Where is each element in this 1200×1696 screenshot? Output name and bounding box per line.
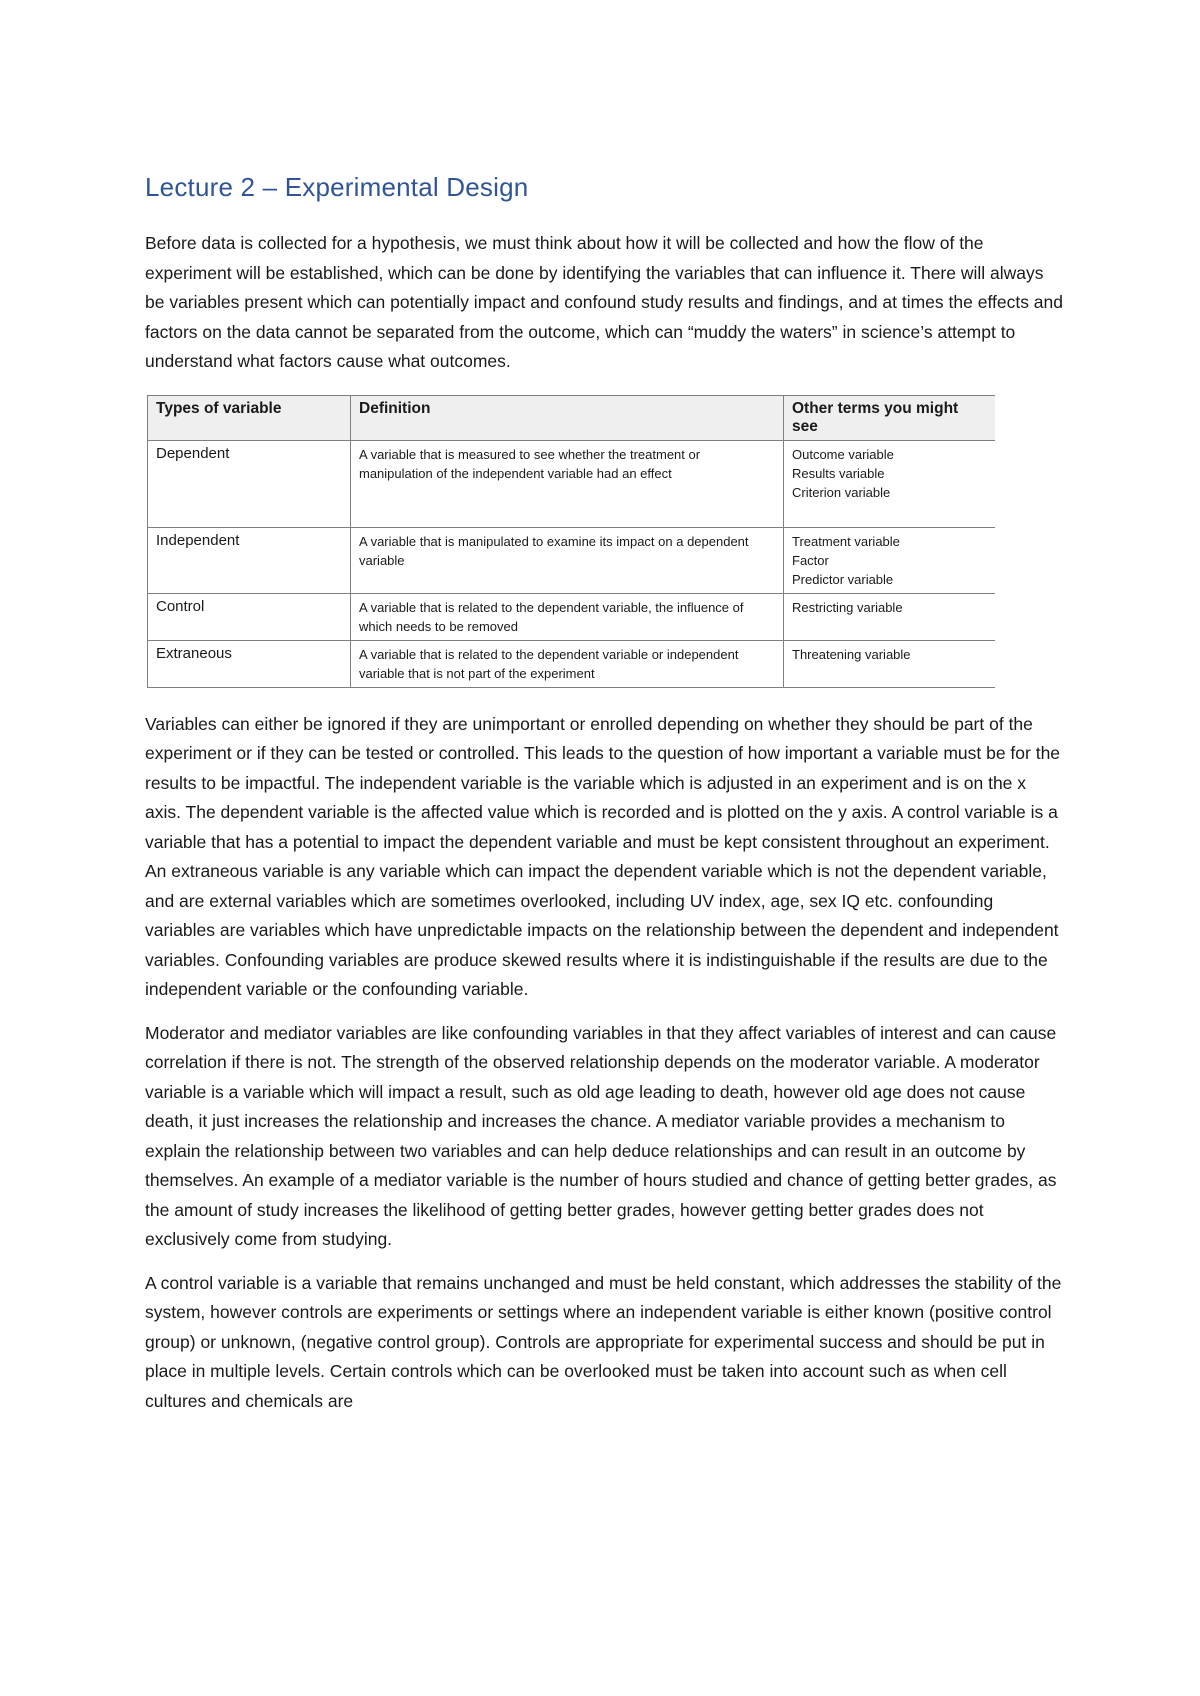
- cell-definition: A variable that is related to the dependent variable or independent variable that is not part of the experiment: [351, 640, 784, 687]
- paragraph-controls: A control variable is a variable that remains unchanged and must be held constant, which addresses the stability of the system, however controls are experiments or settings where an independent variable is either known (positive control group) or unknown, (negative control group). Controls are appropriate for experimental success and should be put in place in multiple levels. Certain controls which can be overlooked must be taken into account such as when cell cultures and chemicals are: [145, 1272, 1062, 1411]
- column-header-type: Types of variable: [148, 395, 351, 440]
- table-row: [148, 640, 996, 687]
- column-header-other-terms: Other terms you might see: [784, 395, 996, 440]
- cell-other-terms: [784, 440, 996, 527]
- cell-definition: A variable that is manipulated to examine its impact on a dependent variable: [351, 527, 784, 593]
- variables-table: [147, 395, 995, 688]
- term-item: Threatening variable: [792, 646, 911, 662]
- cell-definition: A variable that is related to the dependent variable, the influence of which needs to be removed: [351, 593, 784, 640]
- term-item: Treatment variable: [792, 533, 900, 549]
- table-header-row: [148, 395, 996, 440]
- term-item: Factor: [792, 552, 829, 568]
- term-item: Restricting variable: [792, 599, 903, 615]
- cell-type: Extraneous: [148, 640, 351, 687]
- table-row: [148, 593, 996, 640]
- cell-other-terms: [784, 593, 996, 640]
- column-header-definition: Definition: [351, 395, 784, 440]
- term-item: Outcome variable: [792, 446, 894, 462]
- paragraph-moderator-mediator: Moderator and mediator variables are like confounding variables in that they affect variables of interest and can cause correlation if there is not. The strength of the observed relationship depends on the moderator variable. A moderator variable is a variable which will impact a result, such as old age leading to death, however old age does not cause death, it just increases the relationship and increases the chance. A mediator variable provides a mechanism to explain the relationship between two variables and can help deduce relationships and can result in an outcome by themselves. An example of a mediator variable is the number of hours studied and chance of getting better grades, as the amount of study increases the likelihood of getting better grades, however getting better grades does not exclusively come from studying.: [145, 1022, 1057, 1249]
- cell-type: Control: [148, 593, 351, 640]
- term-item: Predictor variable: [792, 571, 894, 587]
- term-item: Results variable: [792, 465, 885, 481]
- paragraph-intro: Before data is collected for a hypothesis, we must think about how it will be collected and how the flow of the experiment will be established, which can be done by identifying the variables that can influence it. There will always be variables present which can potentially impact and confound study results and findings, and at times the effects and factors on the data cannot be separated from the outcome, which can “muddy the waters” in science’s attempt to understand what factors cause what outcomes.: [145, 233, 1064, 371]
- cell-other-terms: [784, 527, 996, 593]
- paragraph-variables: Variables can either be ignored if they are unimportant or enrolled depending on whether they should be part of the experiment or if they can be tested or controlled. This leads to the question of how important a variable must be for the results to be impactful. The independent variable is the variable which is adjusted in an experiment and is on the x axis. The dependent variable is the affected value which is recorded and is plotted on the y axis. A control variable is a variable that has a potential to impact the dependent variable and must be kept consistent throughout an experiment. An extraneous variable is any variable which can impact the dependent variable which is not the dependent variable, and are external variables which are sometimes overlooked, including UV index, age, sex IQ etc. confounding variables are variables which have unpredictable impacts on the relationship between the dependent and independent variables. Confounding variables are produce skewed results where it is indistinguishable if the results are due to the independent variable or the confounding variable.: [145, 713, 1061, 999]
- table-row: [148, 527, 996, 593]
- page-title: Lecture 2 – Experimental Design: [145, 172, 529, 202]
- table-row: [148, 440, 996, 527]
- term-item: Criterion variable: [792, 484, 891, 500]
- cell-definition: A variable that is measured to see whether the treatment or manipulation of the independent variable had an effect: [351, 440, 784, 527]
- cell-type: Independent: [148, 527, 351, 593]
- cell-type: Dependent: [148, 440, 351, 527]
- document-page: [145, 172, 1065, 1430]
- cell-other-terms: [784, 640, 996, 687]
